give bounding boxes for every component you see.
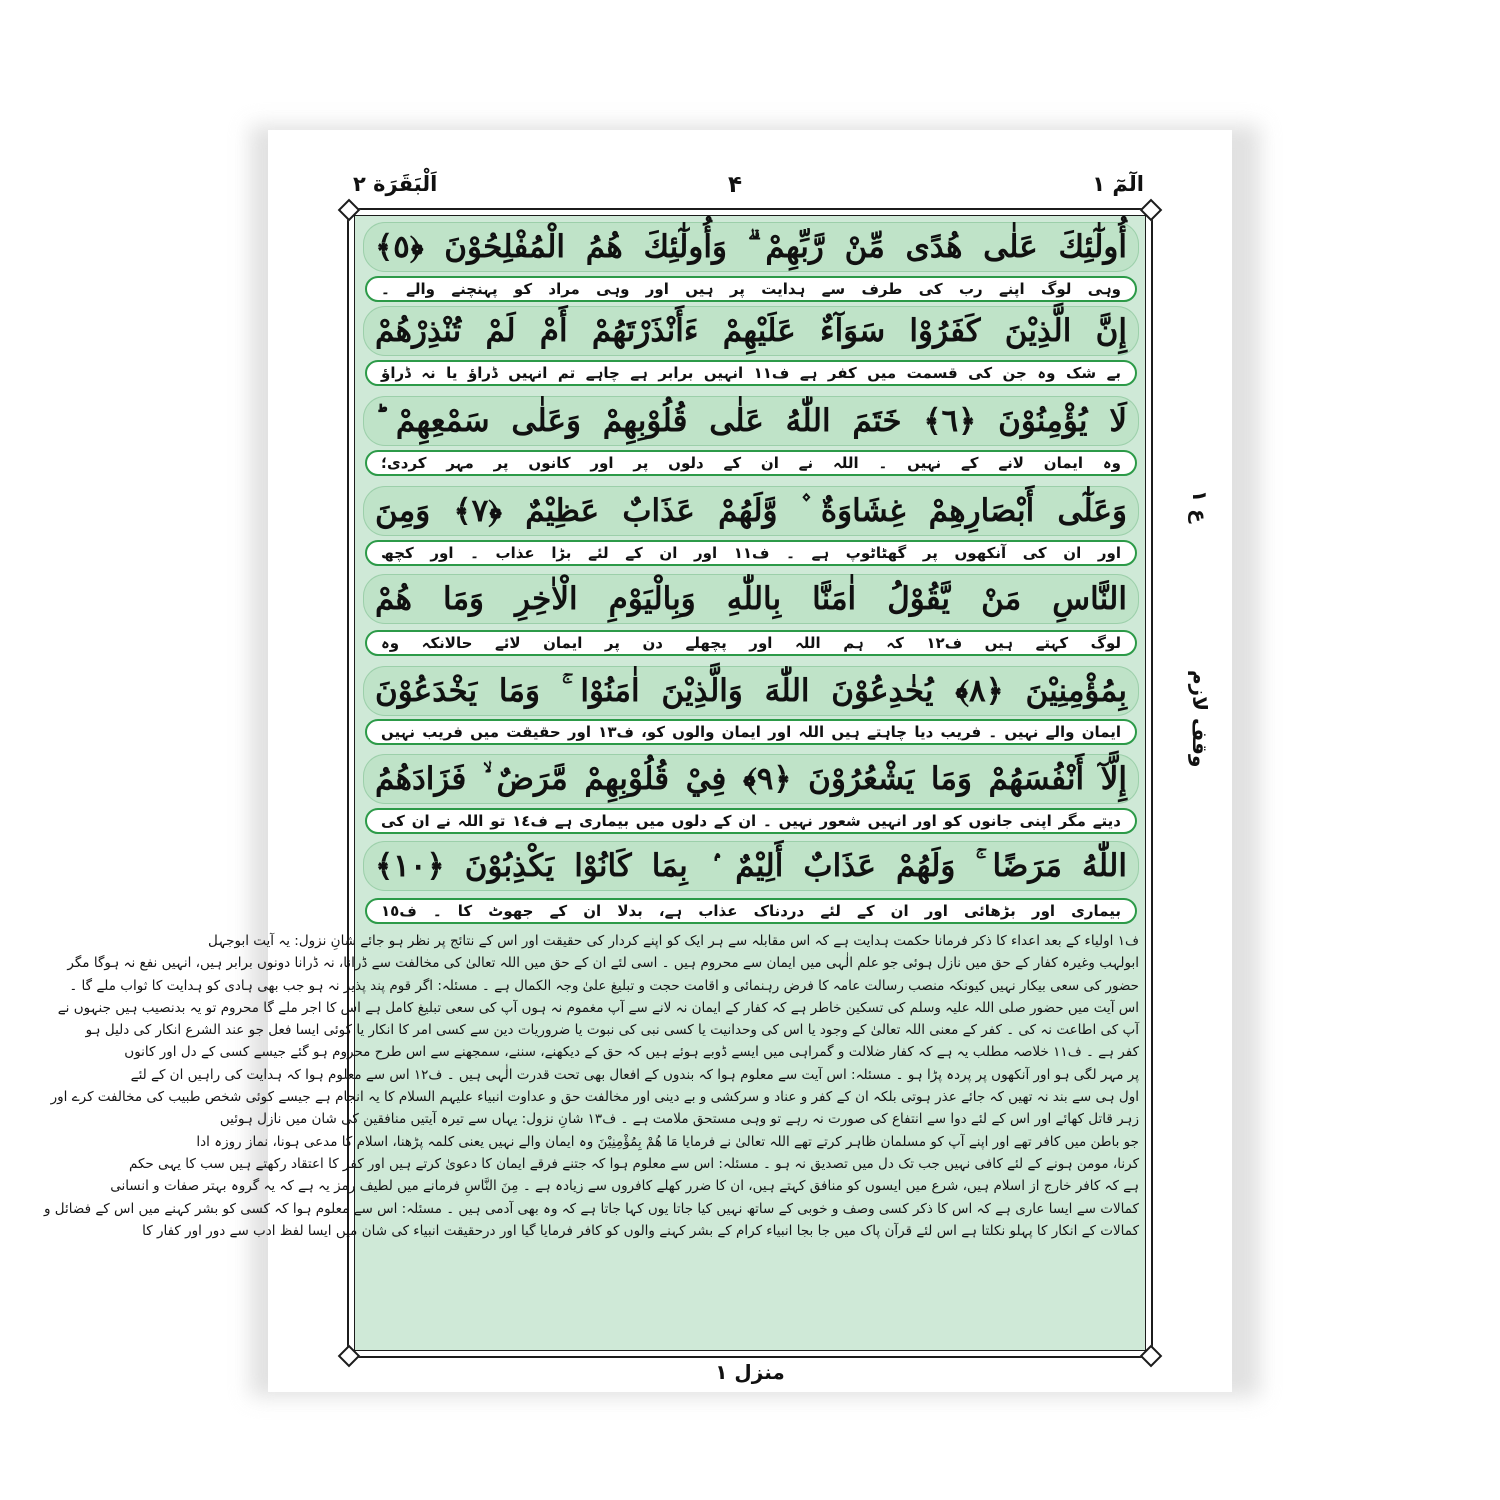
manzil-footer: منزل ١: [715, 1360, 785, 1384]
commentary-line: کفر ہے ۔ ف١١ خلاصہ مطلب یہ ہے کہ کفار ضلالت و گمراہی میں ایسے ڈوبے ہوئے ہیں کہ حق کے دیکھنے، سننے، سمجھنے سے اس طرح محروم ہو گئے جیسے کسی کے دل اور کانوں: [124, 1044, 1139, 1061]
commentary-line: ہے کہ کافر خارج از اسلام ہیں، شرع میں ایسوں کو منافق کہتے ہیں، ان کا ضرر کھلے کافروں سے زیادہ ہے ۔ مِنَ النَّاسِ فرمانے میں لطیف رمز یہ ہے کہ یہ گروہ بہتر صفات و انسانی: [110, 1178, 1139, 1195]
translation-line: بیماری اور بڑھائی اور ان کے لئے دردناک عذاب ہے، بدلا ان کے جھوٹ کا ۔ ف١٥: [365, 898, 1137, 924]
page-number: ۴: [728, 172, 743, 198]
commentary-line: حضور کی سعی بیکار نہیں کیونکہ منصب رسالت عامہ کا فرض رہنمائی و اقامت حجت و تبلیغ علیٰ وجہ الکمال ہے ۔ مسئلہ: اگر قوم پند پذیر نہ ہو جب بھی ہادی کو ہدایت کا ثواب ملے گا ۔: [69, 977, 1139, 994]
ornamental-border: [43, 208, 1153, 1358]
ayah-line: بِمُؤْمِنِيْنَ ﴿٨﴾ يُخٰدِعُوْنَ اللّٰهَ وَالَّذِيْنَ اٰمَنُوْا ۚ وَمَا يَخْدَعُوْنَ: [363, 666, 1139, 716]
commentary-line: اول ہی سے بند نہ تھیں کہ جائے عذر ہوتی بلکہ ان کے کفر و عناد و سرکشی و بے دینی اور مخالفت حق و عداوت انبیاء علیہم السلام کا یہ انجام ہے جیسے کوئی شخص طبیب کی مخالفت کرے اور: [50, 1089, 1139, 1106]
translation-line: دیتے مگر اپنی جانوں کو اور انہیں شعور نہیں ۔ ان کے دلوں میں بیماری ہے ف١٤ تو اللہ نے ان کی: [365, 808, 1137, 834]
ruku-marker: ع ١: [1188, 490, 1212, 523]
translation-line: وہی لوگ اپنے رب کی طرف سے ہدایت پر ہیں اور وہی مراد کو پہنچنے والے ۔: [365, 276, 1137, 302]
commentary-line: اس آیت میں حضور صلی اللہ علیہ وسلم کی تسکین خاطر ہے کہ کفار کے ایمان نہ لانے سے آپ مغموم نہ ہوں آپ کی سعی تبلیغ کامل ہے اس کا اجر ملے گا محروم تو یہ بدنصیب ہیں جنہوں نے: [57, 999, 1139, 1016]
commentary-line: جو باطن میں کافر تھے اور اپنے آپ کو مسلمان ظاہر کرتے تھے اللہ تعالیٰ نے فرمایا مَا هُمْ بِمُؤْمِنِيْنَ وہ ایمان والے نہیں یعنی کلمہ پڑھنا، اسلام کا مدعی ہونا، نماز روزہ ادا: [196, 1133, 1139, 1150]
ayah-line: إِلَّآ أَنْفُسَهُمْ وَمَا يَشْعُرُوْنَ ﴿٩﴾ فِيْ قُلُوْبِهِمْ مَّرَضٌ ۙ فَزَادَهُمُ: [363, 754, 1139, 804]
ayah-line: لَا يُؤْمِنُوْنَ ﴿٦﴾ خَتَمَ اللّٰهُ عَلٰى قُلُوْبِهِمْ وَعَلٰى سَمْعِهِمْ ؕ: [363, 396, 1139, 446]
quran-page: [43, 130, 1232, 1392]
commentary-line: کرنا، مومن ہونے کے لئے کافی نہیں جب تک دل میں تصدیق نہ ہو ۔ مسئلہ: اس سے معلوم ہوا کہ جتنے فرقے ایمان کا دعویٰ کرتے ہیں اور کفر کا اعتقاد رکھتے ہیں سب کا یہی حکم: [128, 1155, 1139, 1172]
ayah-line: النَّاسِ مَنْ يَّقُوْلُ اٰمَنَّا بِاللّٰهِ وَبِالْيَوْمِ الْاٰخِرِ وَمَا هُمْ: [363, 574, 1139, 624]
surah-name-header: اَلْبَقَرَة ٢: [353, 172, 438, 196]
text-panel: [43, 215, 1146, 1351]
ayah-line: وَعَلٰٓى أَبْصَارِهِمْ غِشَاوَةٌ ۫ وَّلَهُمْ عَذَابٌ عَظِيْمٌ ﴿٧﴾ وَمِنَ: [363, 486, 1139, 536]
commentary-line: ف١ اولیاء کے بعد اعداء کا ذکر فرمانا حکمت ہدایت ہے کہ اس مقابلہ سے ہر ایک کو اپنے کردار کی حقیقت اور اس کے نتائج پر نظر ہو جائے شانِ نزول: یہ آیت ابوجہل: [208, 933, 1139, 949]
commentary-line: پر مہر لگی ہو اور آنکھوں پر پردہ پڑا ہو ۔ مسئلہ: اس آیت سے معلوم ہوا کہ بندوں کے افعال بھی تحت قدرت الٰہی ہیں ۔ ف١٢ اس سے معلوم ہوا کہ ہدایت کی راہیں ان کے لئے: [130, 1066, 1139, 1083]
commentary-block: [43, 930, 1139, 1239]
running-header: [268, 172, 1232, 212]
commentary-line: کمالات سے ایسا عاری ہے کہ اس کا ذکر کسی وصف و خوبی کے ساتھ نہیں کیا جاتا یوں کہا جاتا ہے کہ وہ بھی آدمی ہیں ۔ مسئلہ: اس سے معلوم ہوا کہ کسی کو بشر کہنے میں اس کے فضائل و: [43, 1200, 1139, 1217]
translation-line: اور ان کی آنکھوں پر گھٹاٹوپ ہے ۔ ف١١ اور ان کے لئے بڑا عذاب ۔ اور کچھ: [365, 540, 1137, 566]
commentary-line: زہر قاتل کھائے اور اس کے لئے دوا سے انتفاع کی صورت نہ رہے تو وہی مستحق ملامت ہے ۔ ف١٣ شانِ نزول: یہاں سے تیرہ آیتیں منافقین کی شان میں نازل ہوئیں: [219, 1111, 1139, 1128]
ayah-line: إِنَّ الَّذِيْنَ كَفَرُوْا سَوَآءٌ عَلَيْهِمْ ءَأَنْذَرْتَهُمْ أَمْ لَمْ تُنْذِرْهُمْ: [363, 306, 1139, 356]
commentary-line: ابولہب وغیرہ کفار کے حق میں نازل ہوئی جو علم الٰہی میں ایمان سے محروم ہیں ۔ اسی لئے ان کے حق میں اللہ تعالیٰ کی مخالفت سے ڈرانا، نہ ڈرانا دونوں برابر ہیں، انہیں نفع نہ ہوگا مگر: [67, 955, 1139, 972]
ayah-line: اللّٰهُ مَرَضًا ۚ وَلَهُمْ عَذَابٌ أَلِيْمٌ ۢ بِمَا كَانُوْا يَكْذِبُوْنَ ﴿١٠﴾: [363, 841, 1139, 891]
ayah-line: أُولٰٓئِكَ عَلٰى هُدًى مِّنْ رَّبِّهِمْ ۗ وَأُولٰٓئِكَ هُمُ الْمُفْلِحُوْنَ ﴿٥﴾: [363, 222, 1139, 272]
translation-line: وہ ایمان لانے کے نہیں ۔ اللہ نے ان کے دلوں پر اور کانوں پر مہر کردی؛: [365, 450, 1137, 476]
commentary-line: کمالات کے انکار کا پہلو نکلتا ہے اس لئے قرآن پاک میں جا بجا انبیاء کرام کے بشر کہنے والوں کو کافر فرمایا گیا اور درحقیقت انبیاء کی شان میں ایسا لفظ ادب سے دور اور کفار کا: [142, 1222, 1139, 1239]
juz-name-header: الٓمٓ ١: [1092, 172, 1144, 196]
translation-line: ایمان والے نہیں ۔ فریب دیا چاہتے ہیں اللہ اور ایمان والوں کو، ف١٣ اور حقیقت میں فریب نہیں: [365, 719, 1137, 745]
commentary-line: آپ کی اطاعت نہ کی ۔ کفر کے معنی اللہ تعالیٰ کے وجود یا اس کی وحدانیت یا کسی نبی کی نبوت یا ضروریات دین سے کسی امر کا انکار یا کوئی ایسا فعل جو عند الشرع انکار کی دلیل ہو: [85, 1022, 1139, 1039]
translation-line: بے شک وہ جن کی قسمت میں کفر ہے ف١١ انہیں برابر ہے چاہے تم انہیں ڈراؤ یا نہ ڈراؤ: [365, 360, 1137, 386]
translation-line: لوگ کہتے ہیں ف١٢ کہ ہم اللہ اور پچھلے دن پر ایمان لائے حالانکہ وہ: [365, 630, 1137, 656]
waqf-marker: وقف لازم: [1188, 670, 1212, 768]
